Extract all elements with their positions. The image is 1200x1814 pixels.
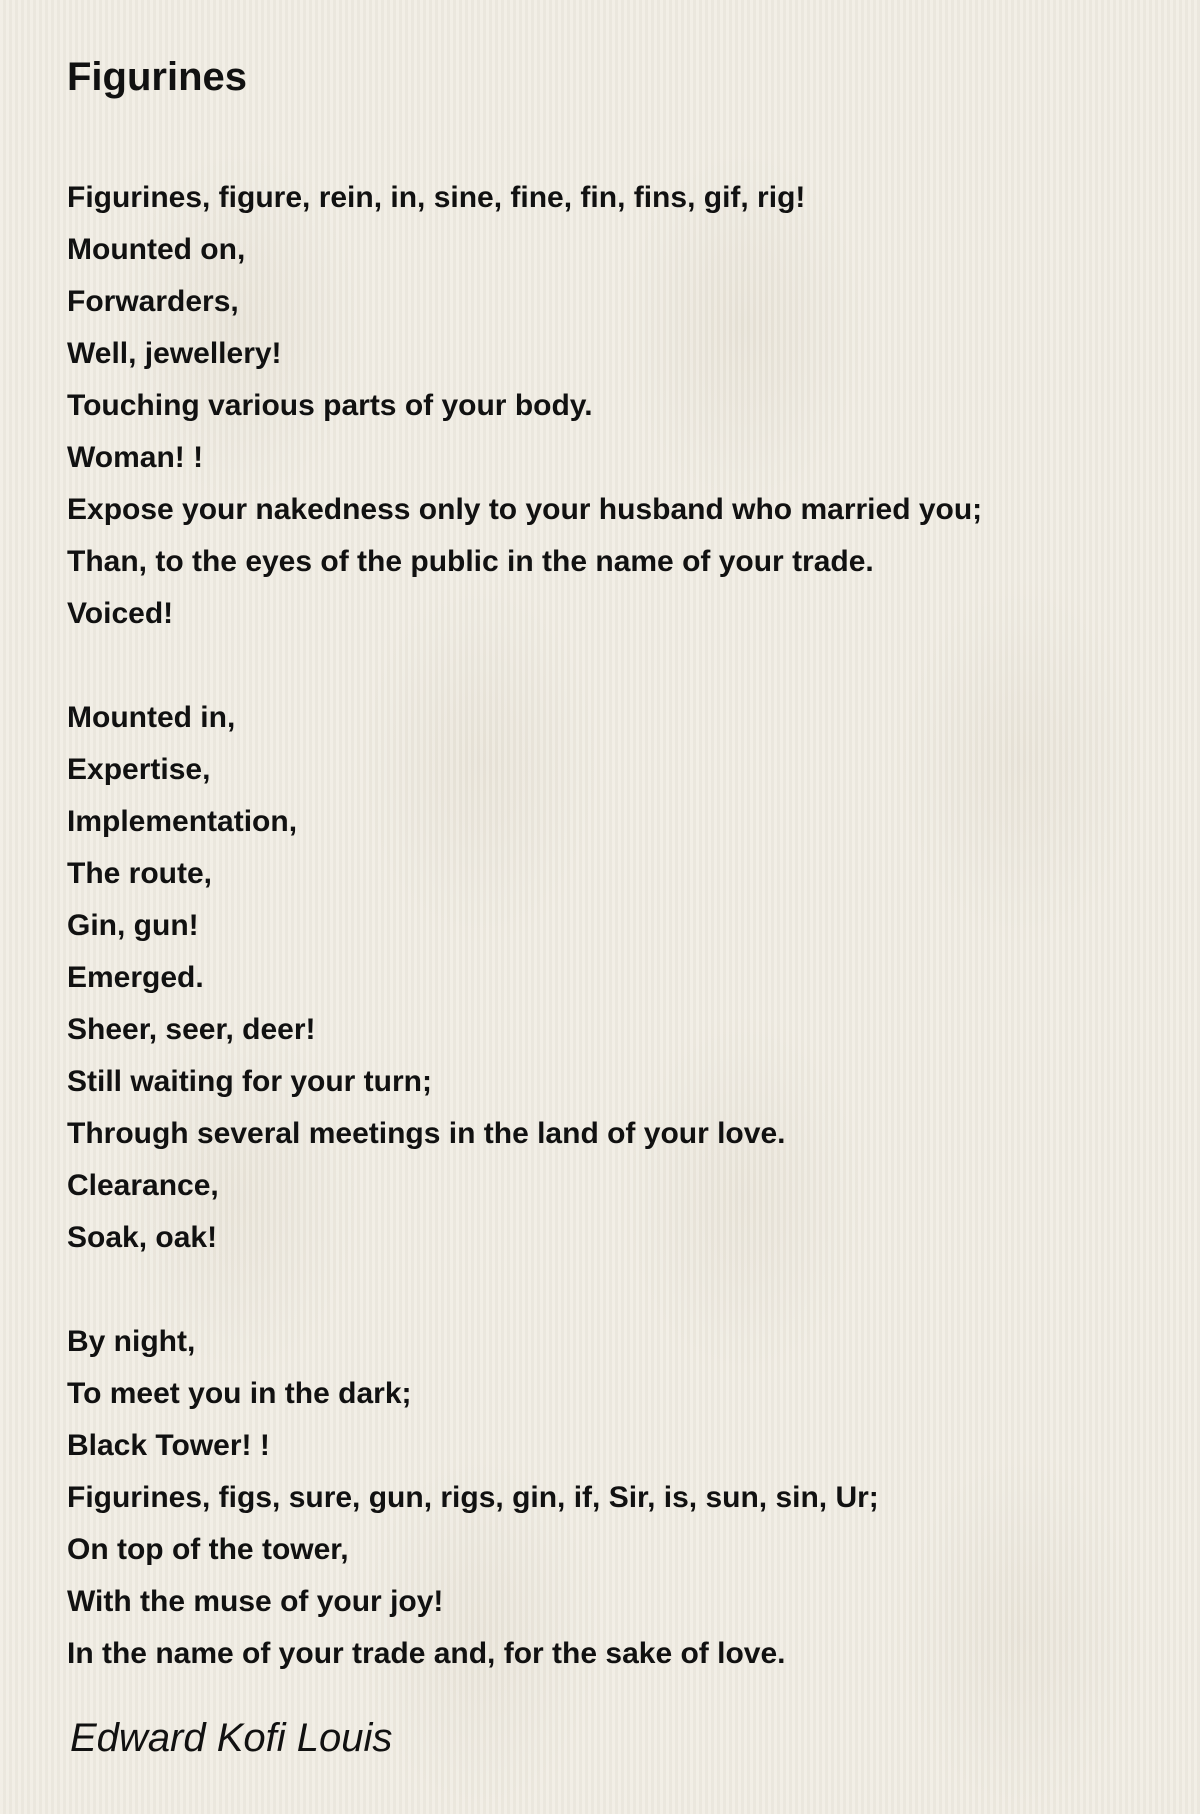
- poem-line: Through several meetings in the land of your love.: [67, 1117, 786, 1150]
- poem-line: Sheer, seer, deer!: [67, 1013, 316, 1046]
- poem-line: Mounted in,: [67, 701, 236, 734]
- poem-line: Expertise,: [67, 753, 211, 786]
- poem-line: Still waiting for your turn;: [67, 1065, 432, 1098]
- poem-line: Figurines, figure, rein, in, sine, fine, fin, fins, gif, rig!: [67, 181, 806, 214]
- poem-line: In the name of your trade and, for the sake of love.: [67, 1637, 786, 1670]
- poem-line: Emerged.: [67, 961, 204, 994]
- poem-line: Implementation,: [67, 805, 298, 838]
- poem-line: Black Tower! !: [67, 1429, 270, 1462]
- poem-line: Than, to the eyes of the public in the name of your trade.: [67, 545, 874, 578]
- poem-line: Well, jewellery!: [67, 337, 282, 370]
- poem-title: Figurines: [67, 55, 248, 99]
- poem-line: The route,: [67, 857, 213, 890]
- poem-line: Woman! !: [67, 441, 204, 474]
- poem-line: Soak, oak!: [67, 1221, 218, 1254]
- poem-line: Mounted on,: [67, 233, 246, 266]
- poem-line: Figurines, figs, sure, gun, rigs, gin, if, Sir, is, sun, sin, Ur;: [67, 1481, 879, 1514]
- poem-line: Expose your nakedness only to your husband who married you;: [67, 493, 983, 526]
- poem-line: By night,: [67, 1325, 196, 1358]
- poem-line: Forwarders,: [67, 285, 239, 318]
- poem-line: To meet you in the dark;: [67, 1377, 412, 1410]
- poem-body: [67, 172, 1147, 1680]
- poem-line: Touching various parts of your body.: [67, 389, 593, 422]
- stanza-3: [67, 1316, 1147, 1680]
- poem-line: With the muse of your joy!: [67, 1585, 444, 1618]
- stanza-2: [67, 692, 1147, 1264]
- stanza-1: [67, 172, 1147, 640]
- poem-line: Voiced!: [67, 597, 174, 630]
- poem-author: Edward Kofi Louis: [70, 1716, 393, 1760]
- poem-line: Clearance,: [67, 1169, 219, 1202]
- poem-card: [67, 40, 1147, 1732]
- poem-line: On top of the tower,: [67, 1533, 349, 1566]
- poem-line: Gin, gun!: [67, 909, 199, 942]
